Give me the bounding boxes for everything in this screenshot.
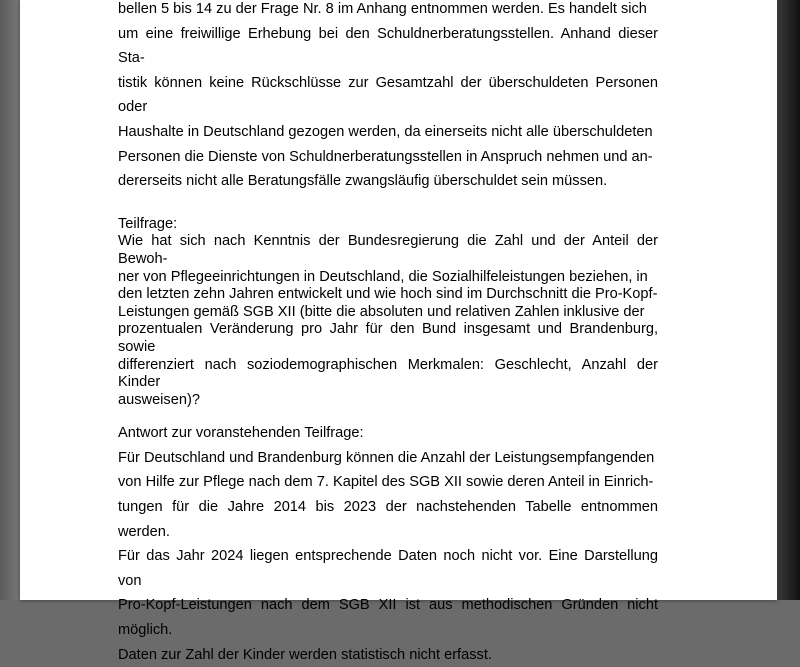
teilfrage-text xyxy=(118,233,658,409)
text-line: ausweisen)? xyxy=(118,391,200,408)
intro-paragraph xyxy=(118,0,658,194)
document-page[interactable] xyxy=(20,0,777,663)
text-line: tungen für die Jahre 2014 bis 2023 der nachstehenden Tabelle entnommen werden. xyxy=(118,499,658,540)
teilfrage-label: Teilfrage: xyxy=(118,215,178,232)
text-line: dererseits nicht alle Beratungsfälle zwangsläufig überschuldet sein müssen. xyxy=(118,173,608,190)
antwort-label: Antwort zur voranstehenden Teilfrage: xyxy=(118,425,364,442)
text-line: den letzten zehn Jahren entwickelt und wie hoch sind im Durchschnitt die Pro-Kopf- xyxy=(118,286,658,303)
text-line: ner von Pflegeeinrichtungen in Deutschland, die Sozialhilfeleistungen beziehen, in xyxy=(118,268,648,285)
text-line: prozentualen Veränderung pro Jahr für den Bund insgesamt und Brandenburg, sowie xyxy=(118,321,658,355)
text-line: Haushalte in Deutschland gezogen werden, da einerseits nicht alle überschuldeten xyxy=(118,123,653,140)
viewer-edge xyxy=(777,0,800,600)
text-line: Wie hat sich nach Kenntnis der Bundesregierung die Zahl und der Anteil der Bewoh- xyxy=(118,233,658,267)
text-line: um eine freiwillige Erhebung bei den Schuldnerberatungsstellen. Anhand dieser Sta- xyxy=(118,25,658,67)
text-line: tistik können keine Rückschlüsse zur Gesamtzahl der überschuldeten Personen oder xyxy=(118,74,658,116)
text-line: differenziert nach soziodemographischen Merkmalen: Geschlecht, Anzahl der Kinder xyxy=(118,356,658,391)
text-line: Personen die Dienste von Schuldnerberatungsstellen in Anspruch nehmen und an- xyxy=(118,148,653,165)
text-line: Pro-Kopf-Leistungen nach dem SGB XII ist aus methodischen Gründen nicht möglich. xyxy=(118,597,658,639)
antwort-text xyxy=(118,446,658,667)
text-line: bellen 5 bis 14 zu der Frage Nr. 8 im Anhang entnommen werden. Es handelt sich xyxy=(118,1,647,17)
page-content xyxy=(118,0,658,667)
text-line: Für Deutschland und Brandenburg können die Anzahl der Leistungsempfangenden xyxy=(118,449,655,466)
text-line: von Hilfe zur Pflege nach dem 7. Kapitel des SGB XII sowie deren Anteil in Einrich- xyxy=(118,474,654,491)
text-line: Daten zur Zahl der Kinder werden statistisch nicht erfasst. xyxy=(118,646,492,663)
text-line: Für das Jahr 2024 liegen entsprechende Daten noch nicht vor. Eine Darstellung von xyxy=(118,548,658,589)
text-line: Leistungen gemäß SGB XII (bitte die absoluten und relativen Zahlen inklusive der xyxy=(118,303,645,320)
